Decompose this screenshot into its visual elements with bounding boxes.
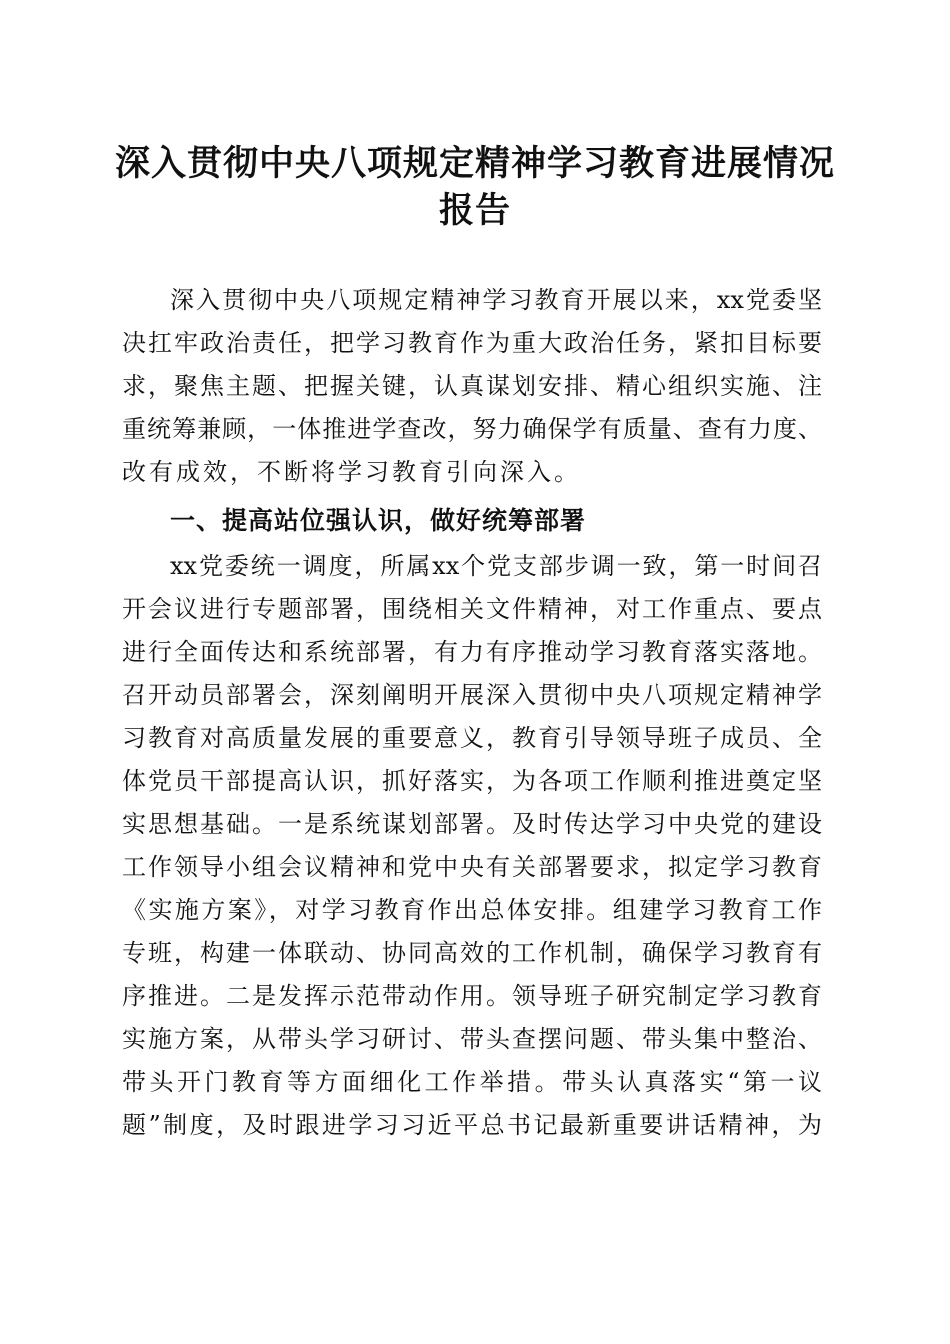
text-line: 《实施方案》，对学习教育作出总体安排。组建学习教育工作 (122, 896, 822, 924)
text-line: 实思想基础。一是系统谋划部署。及时传达学习中央党的建设 (122, 810, 822, 838)
text-line: 求，聚焦主题、把握关键，认真谋划安排、精心组织实施、注 (122, 372, 822, 400)
text-line: 实施方案，从带头学习研讨、带头查摆问题、带头集中整治、 (122, 1025, 822, 1053)
text-line: 进行全面传达和系统部署，有力有序推动学习教育落实落地。 (122, 638, 822, 666)
text-line: 专班，构建一体联动、协同高效的工作机制，确保学习教育有 (122, 939, 822, 967)
document-title-line-1: 深入贯彻中央八项规定精神学习教育进展情况 (114, 143, 835, 184)
text-line: 决扛牢政治责任，把学习教育作为重大政治任务，紧扣目标要 (122, 329, 822, 357)
text-line: 改有成效，不断将学习教育引向深入。 (122, 458, 581, 486)
text-line: 工作领导小组会议精神和党中央有关部署要求，拟定学习教育 (122, 853, 822, 881)
text-line: xx党委统一调度，所属xx个党支部步调一致，第一时间召 (170, 552, 822, 580)
text-line: 深入贯彻中央八项规定精神学习教育开展以来，xx党委坚 (170, 286, 822, 314)
text-line: 习教育对高质量发展的重要意义，教育引导领导班子成员、全 (122, 724, 822, 752)
document-title-line-2: 报告 (438, 190, 511, 231)
text-line: 带头开门教育等方面细化工作举措。带头认真落实“第一议 (122, 1068, 822, 1096)
text-line: 召开动员部署会，深刻阐明开展深入贯彻中央八项规定精神学 (122, 681, 822, 709)
text-line: 题”制度，及时跟进学习习近平总书记最新重要讲话精神，为 (122, 1111, 822, 1139)
section-heading: 一、提高站位强认识，做好统筹部署 (170, 506, 587, 535)
text-line: 体党员干部提高认识，抓好落实，为各项工作顺利推进奠定坚 (122, 767, 822, 795)
text-line: 序推进。二是发挥示范带动作用。领导班子研究制定学习教育 (122, 982, 822, 1010)
text-line: 重统筹兼顾，一体推进学查改，努力确保学有质量、查有力度、 (122, 415, 822, 443)
text-line: 开会议进行专题部署，围绕相关文件精神，对工作重点、要点 (122, 595, 822, 623)
